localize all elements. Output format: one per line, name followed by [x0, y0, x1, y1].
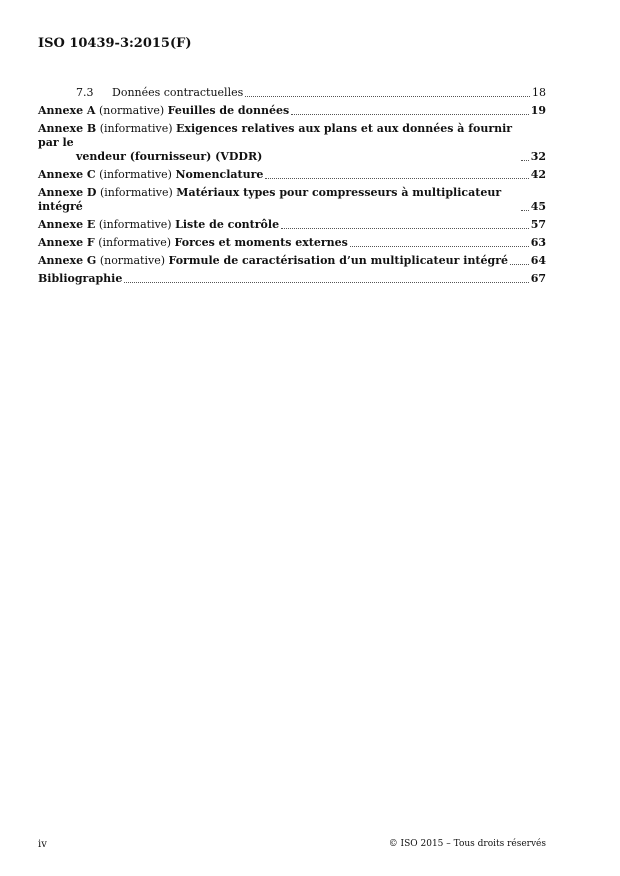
annex-label: Annexe A	[38, 104, 96, 117]
leader-dots	[265, 178, 528, 179]
leader-dots	[291, 114, 529, 115]
document-header: ISO 10439-3:2015(F)	[38, 36, 192, 51]
annex-kind: (informative)	[98, 236, 172, 249]
toc-entry-annexe-g[interactable]	[38, 254, 546, 268]
toc-entry-annexe-d[interactable]	[38, 186, 546, 214]
leader-dots	[281, 228, 529, 229]
annex-kind: (informative)	[98, 218, 172, 231]
toc-entry-title	[38, 122, 519, 164]
footer-page-number: iv	[38, 839, 47, 850]
leader-dots	[521, 210, 529, 211]
annex-label: Annexe C	[38, 168, 96, 181]
annex-kind: (normative)	[99, 254, 166, 267]
annex-label: Annexe E	[38, 218, 96, 231]
toc-entry-title	[38, 104, 289, 118]
page-number: 57	[530, 218, 546, 231]
page-number: 19	[530, 104, 546, 117]
toc-entry-bibliography[interactable]	[38, 272, 546, 286]
leader-dots	[521, 160, 529, 161]
toc-entry-annexe-f[interactable]	[38, 236, 546, 250]
toc-entry-title	[38, 168, 263, 182]
leader-dots	[124, 282, 528, 283]
toc-entry-annexe-c[interactable]	[38, 168, 546, 182]
page-number: 64	[530, 254, 546, 267]
annex-title: Exigences relatives aux plans et aux données à fournir par le	[38, 122, 513, 149]
annex-kind: (informative)	[99, 186, 173, 199]
page-number: 45	[530, 200, 546, 213]
footer-copyright: © ISO 2015 – Tous droits réservés	[388, 839, 546, 849]
page-number: 67	[530, 272, 546, 285]
annex-kind: (informative)	[99, 122, 173, 135]
toc-entry-7-3[interactable]	[38, 86, 546, 100]
leader-dots	[350, 246, 529, 247]
annex-kind: (informative)	[99, 168, 172, 181]
page-number: 63	[530, 236, 546, 249]
leader-dots	[510, 264, 529, 265]
toc-entry-annexe-e[interactable]	[38, 218, 546, 232]
toc-entry-annexe-a[interactable]	[38, 104, 546, 118]
annex-title: Forces et moments externes	[174, 236, 348, 249]
annex-title-continued: vendeur (fournisseur) (VDDR)	[76, 150, 263, 163]
leader-dots	[245, 96, 530, 97]
page-number: 42	[530, 168, 546, 181]
toc-entry-title	[38, 254, 508, 268]
table-of-contents	[38, 86, 546, 290]
toc-entry-title	[38, 218, 279, 232]
annex-label: Annexe F	[38, 236, 95, 249]
toc-entry-title	[38, 186, 519, 214]
toc-entry-title	[38, 272, 122, 286]
annex-label: Annexe D	[38, 186, 97, 199]
annex-kind: (normative)	[98, 104, 165, 117]
toc-entry-title	[76, 86, 243, 100]
annex-title: Matériaux types pour compresseurs à multiplicateur intégré	[38, 186, 502, 213]
toc-entry-annexe-b[interactable]	[38, 122, 546, 164]
annex-label: Annexe B	[38, 122, 97, 135]
annex-label: Annexe G	[38, 254, 97, 267]
annex-title: Feuilles de données	[167, 104, 290, 117]
toc-entry-title	[38, 236, 348, 250]
section-title: Données contractuelles	[112, 86, 244, 99]
annex-title: Liste de contrôle	[175, 218, 280, 231]
annex-title: Nomenclature	[175, 168, 264, 181]
page-number: 18	[532, 86, 546, 99]
annex-title: Formule de caractérisation d’un multiplicateur intégré	[168, 254, 509, 267]
bibliography-title: Bibliographie	[38, 272, 123, 285]
section-number: 7.3	[76, 86, 94, 99]
page-number: 32	[530, 150, 546, 163]
